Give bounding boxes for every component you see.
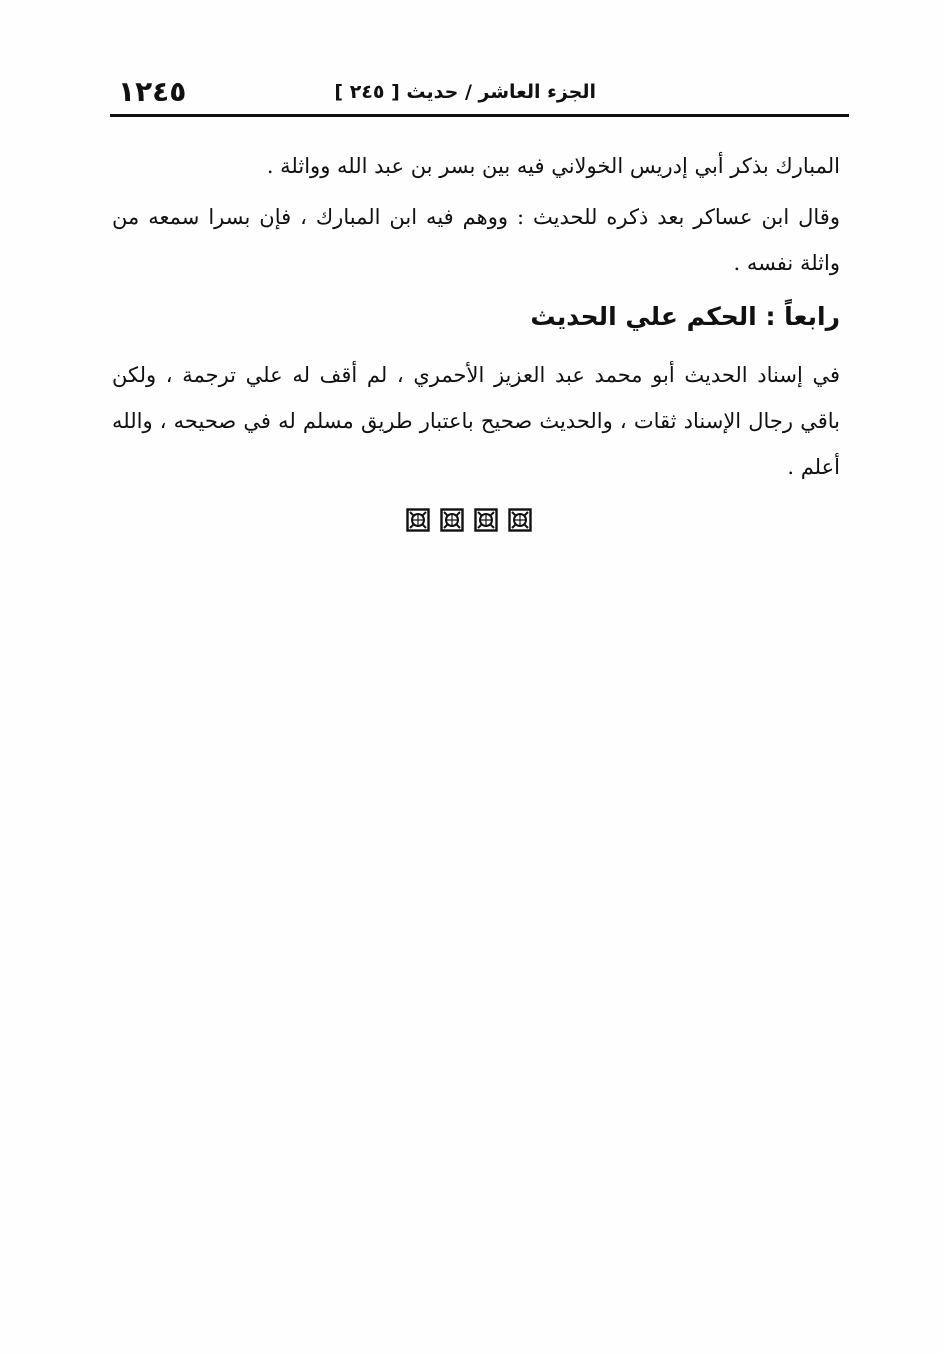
paragraph-ruling: في إسناد الحديث أبو محمد عبد العزيز الأحمري ، لم أقف له علي ترجمة ، ولكن باقي رجال الإسناد ثقات ، والحديث صحيح باعتبار طريق مسلم له في صحيحه ، والله أعلم . — [112, 363, 840, 479]
square-knot-ornament-icon — [474, 508, 498, 532]
paragraph-ibn-asakir: وقال ابن عساكر بعد ذكره للحديث : ووهم فيه ابن المبارك ، فإن بسرا سمعه من واثلة نفسه . — [112, 205, 840, 275]
page-number: ١٢٤٥ — [118, 75, 187, 108]
header-rule — [110, 114, 849, 117]
square-knot-ornament-icon — [406, 508, 430, 532]
running-title: الجزء العاشر / حديث [ ٢٤٥ ] — [334, 81, 596, 103]
square-knot-ornament-icon — [508, 508, 532, 532]
page-header — [112, 68, 848, 112]
paragraph-continuation: المبارك بذكر أبي إدريس الخولاني فيه بين بسر بن عبد الله وواثلة . — [266, 154, 840, 178]
closing-ornaments — [406, 508, 556, 534]
square-knot-ornament-icon — [440, 508, 464, 532]
section-heading: رابعاً : الحكم علي الحديث — [530, 302, 840, 331]
